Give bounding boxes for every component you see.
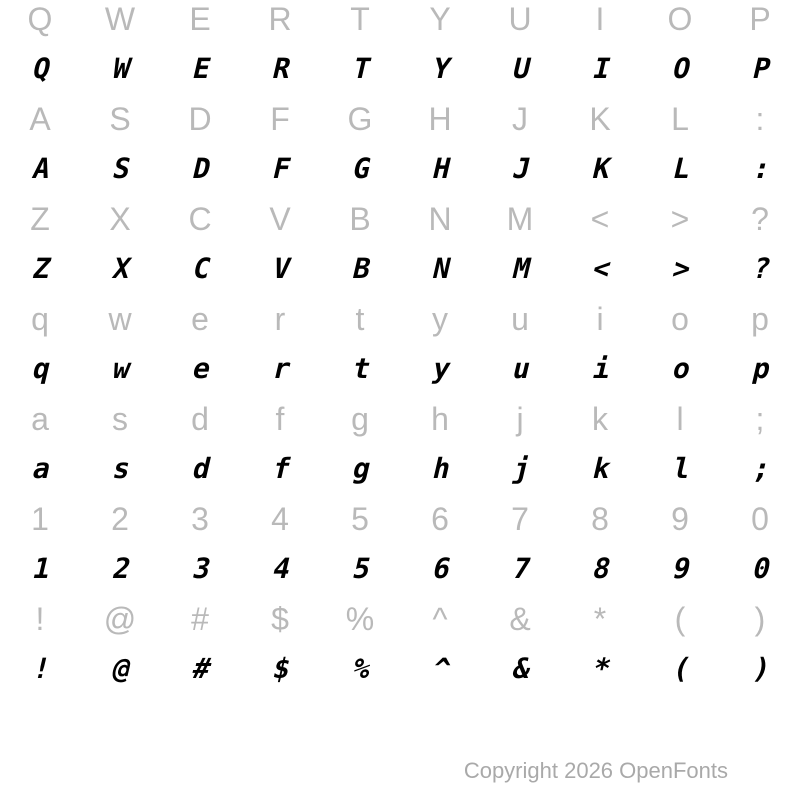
reference-glyph: ! (35, 601, 45, 637)
reference-glyph: C (188, 201, 212, 237)
reference-glyph: 5 (351, 501, 369, 537)
reference-glyph: Q (27, 1, 53, 37)
glyph-row-pair (0, 0, 800, 100)
specimen-glyph: g (349, 452, 374, 485)
reference-glyph: 2 (111, 501, 129, 537)
reference-glyph: d (191, 401, 209, 437)
specimen-glyph: ) (749, 652, 774, 685)
specimen-glyph: % (349, 652, 374, 685)
reference-glyph: N (428, 201, 452, 237)
reference-glyph: l (676, 401, 684, 437)
glyph-row-pair (0, 500, 800, 600)
specimen-glyph: 0 (749, 552, 774, 585)
reference-glyph: ) (754, 601, 766, 637)
specimen-glyph: l (669, 452, 694, 485)
reference-glyph: y (432, 301, 448, 337)
specimen-glyph: w (109, 352, 134, 385)
reference-glyph: q (31, 301, 49, 337)
reference-glyph: Z (30, 201, 50, 237)
specimen-glyph: @ (109, 652, 134, 685)
specimen-glyph: > (669, 252, 694, 285)
reference-glyph: g (351, 401, 369, 437)
specimen-glyph: A (29, 152, 54, 185)
specimen-glyph: 8 (589, 552, 614, 585)
reference-glyph: : (755, 101, 765, 137)
reference-glyph: o (671, 301, 689, 337)
specimen-glyph: p (749, 352, 774, 385)
reference-glyph: % (345, 601, 375, 637)
reference-glyph: S (109, 101, 131, 137)
reference-glyph: U (508, 1, 532, 37)
reference-glyph: E (189, 1, 211, 37)
specimen-glyph: ! (29, 652, 54, 685)
specimen-glyph: e (189, 352, 214, 385)
reference-glyph: D (188, 101, 212, 137)
reference-glyph: W (104, 1, 136, 37)
glyph-row-pair (0, 600, 800, 700)
specimen-glyph: V (269, 252, 294, 285)
reference-glyph: t (355, 301, 365, 337)
reference-row (0, 600, 800, 650)
specimen-glyph: 7 (509, 552, 534, 585)
specimen-glyph: s (109, 452, 134, 485)
specimen-glyph: h (429, 452, 454, 485)
specimen-glyph: R (269, 52, 294, 85)
reference-glyph: s (112, 401, 128, 437)
reference-glyph: ; (755, 401, 765, 437)
specimen-glyph: 2 (109, 552, 134, 585)
specimen-glyph: W (109, 52, 134, 85)
reference-glyph: h (431, 401, 449, 437)
specimen-glyph: u (509, 352, 534, 385)
reference-glyph: & (509, 601, 531, 637)
reference-glyph: * (593, 601, 607, 637)
reference-glyph: 4 (271, 501, 289, 537)
specimen-glyph: : (749, 152, 774, 185)
reference-glyph: 9 (671, 501, 689, 537)
specimen-glyph: O (669, 52, 694, 85)
glyph-row-pair (0, 400, 800, 500)
reference-glyph: K (589, 101, 611, 137)
reference-glyph: ^ (432, 601, 448, 637)
specimen-row (0, 650, 800, 700)
specimen-glyph: j (509, 452, 534, 485)
reference-glyph: V (269, 201, 291, 237)
reference-glyph: M (506, 201, 534, 237)
reference-glyph: # (191, 601, 209, 637)
reference-glyph: B (349, 201, 371, 237)
specimen-glyph: X (109, 252, 134, 285)
specimen-glyph: f (269, 452, 294, 485)
specimen-row (0, 350, 800, 400)
specimen-glyph: 4 (269, 552, 294, 585)
reference-glyph: 3 (191, 501, 209, 537)
reference-glyph: G (347, 101, 373, 137)
specimen-glyph: a (29, 452, 54, 485)
specimen-glyph: * (589, 652, 614, 685)
reference-glyph: T (350, 1, 370, 37)
reference-row (0, 0, 800, 50)
reference-glyph: u (511, 301, 529, 337)
specimen-row (0, 50, 800, 100)
specimen-row (0, 550, 800, 600)
reference-row (0, 300, 800, 350)
reference-glyph: F (270, 101, 290, 137)
reference-glyph: 8 (591, 501, 609, 537)
reference-row (0, 200, 800, 250)
reference-glyph: L (671, 101, 689, 137)
specimen-glyph: Y (429, 52, 454, 85)
specimen-glyph: ? (749, 252, 774, 285)
reference-glyph: p (751, 301, 769, 337)
specimen-glyph: E (189, 52, 214, 85)
reference-glyph: Y (429, 1, 451, 37)
specimen-row (0, 150, 800, 200)
specimen-glyph: J (509, 152, 534, 185)
specimen-glyph: C (189, 252, 214, 285)
specimen-glyph: I (589, 52, 614, 85)
specimen-glyph: 5 (349, 552, 374, 585)
reference-row (0, 500, 800, 550)
reference-glyph: ? (751, 201, 769, 237)
specimen-glyph: 6 (429, 552, 454, 585)
specimen-glyph: K (589, 152, 614, 185)
specimen-glyph: k (589, 452, 614, 485)
specimen-glyph: N (429, 252, 454, 285)
reference-glyph: i (596, 301, 604, 337)
reference-glyph: j (516, 401, 524, 437)
specimen-glyph: # (189, 652, 214, 685)
specimen-glyph: & (509, 652, 534, 685)
specimen-glyph: ^ (429, 652, 454, 685)
reference-glyph: 6 (431, 501, 449, 537)
specimen-glyph: H (429, 152, 454, 185)
reference-glyph: r (274, 301, 286, 337)
reference-glyph: k (592, 401, 608, 437)
glyph-row-pair (0, 300, 800, 400)
specimen-glyph: L (669, 152, 694, 185)
reference-glyph: < (590, 201, 610, 237)
specimen-glyph: 1 (29, 552, 54, 585)
specimen-glyph: 3 (189, 552, 214, 585)
specimen-glyph: M (509, 252, 534, 285)
specimen-glyph: < (589, 252, 614, 285)
reference-glyph: 7 (511, 501, 529, 537)
specimen-glyph: d (189, 452, 214, 485)
specimen-glyph: i (589, 352, 614, 385)
reference-glyph: > (670, 201, 690, 237)
specimen-glyph: r (269, 352, 294, 385)
reference-glyph: ( (674, 601, 686, 637)
specimen-glyph: o (669, 352, 694, 385)
reference-glyph: f (275, 401, 285, 437)
specimen-glyph: t (349, 352, 374, 385)
reference-glyph: A (29, 101, 51, 137)
specimen-glyph: S (109, 152, 134, 185)
reference-glyph: H (428, 101, 452, 137)
reference-row (0, 100, 800, 150)
specimen-glyph: y (429, 352, 454, 385)
specimen-glyph: $ (269, 652, 294, 685)
reference-glyph: P (749, 1, 771, 37)
specimen-glyph: D (189, 152, 214, 185)
reference-glyph: R (268, 1, 292, 37)
reference-glyph: w (108, 301, 132, 337)
reference-glyph: e (191, 301, 209, 337)
reference-row (0, 400, 800, 450)
specimen-glyph: F (269, 152, 294, 185)
specimen-glyph: q (29, 352, 54, 385)
specimen-row (0, 250, 800, 300)
reference-glyph: 1 (31, 501, 49, 537)
specimen-glyph: Z (29, 252, 54, 285)
specimen-glyph: ; (749, 452, 774, 485)
specimen-glyph: U (509, 52, 534, 85)
specimen-glyph: 9 (669, 552, 694, 585)
specimen-glyph: Q (29, 52, 54, 85)
specimen-glyph: T (349, 52, 374, 85)
specimen-glyph: B (349, 252, 374, 285)
specimen-glyph: P (749, 52, 774, 85)
copyright-text: Copyright 2026 OpenFonts (463, 758, 728, 783)
reference-glyph: 0 (751, 501, 769, 537)
glyph-row-pair (0, 200, 800, 300)
reference-glyph: J (512, 101, 528, 137)
reference-glyph: O (667, 1, 693, 37)
specimen-glyph: ( (669, 652, 694, 685)
reference-glyph: @ (103, 601, 137, 637)
reference-glyph: a (31, 401, 49, 437)
reference-glyph: X (109, 201, 131, 237)
glyph-row-pair (0, 100, 800, 200)
specimen-glyph: G (349, 152, 374, 185)
specimen-row (0, 450, 800, 500)
reference-glyph: $ (271, 601, 289, 637)
reference-glyph: I (595, 1, 605, 37)
